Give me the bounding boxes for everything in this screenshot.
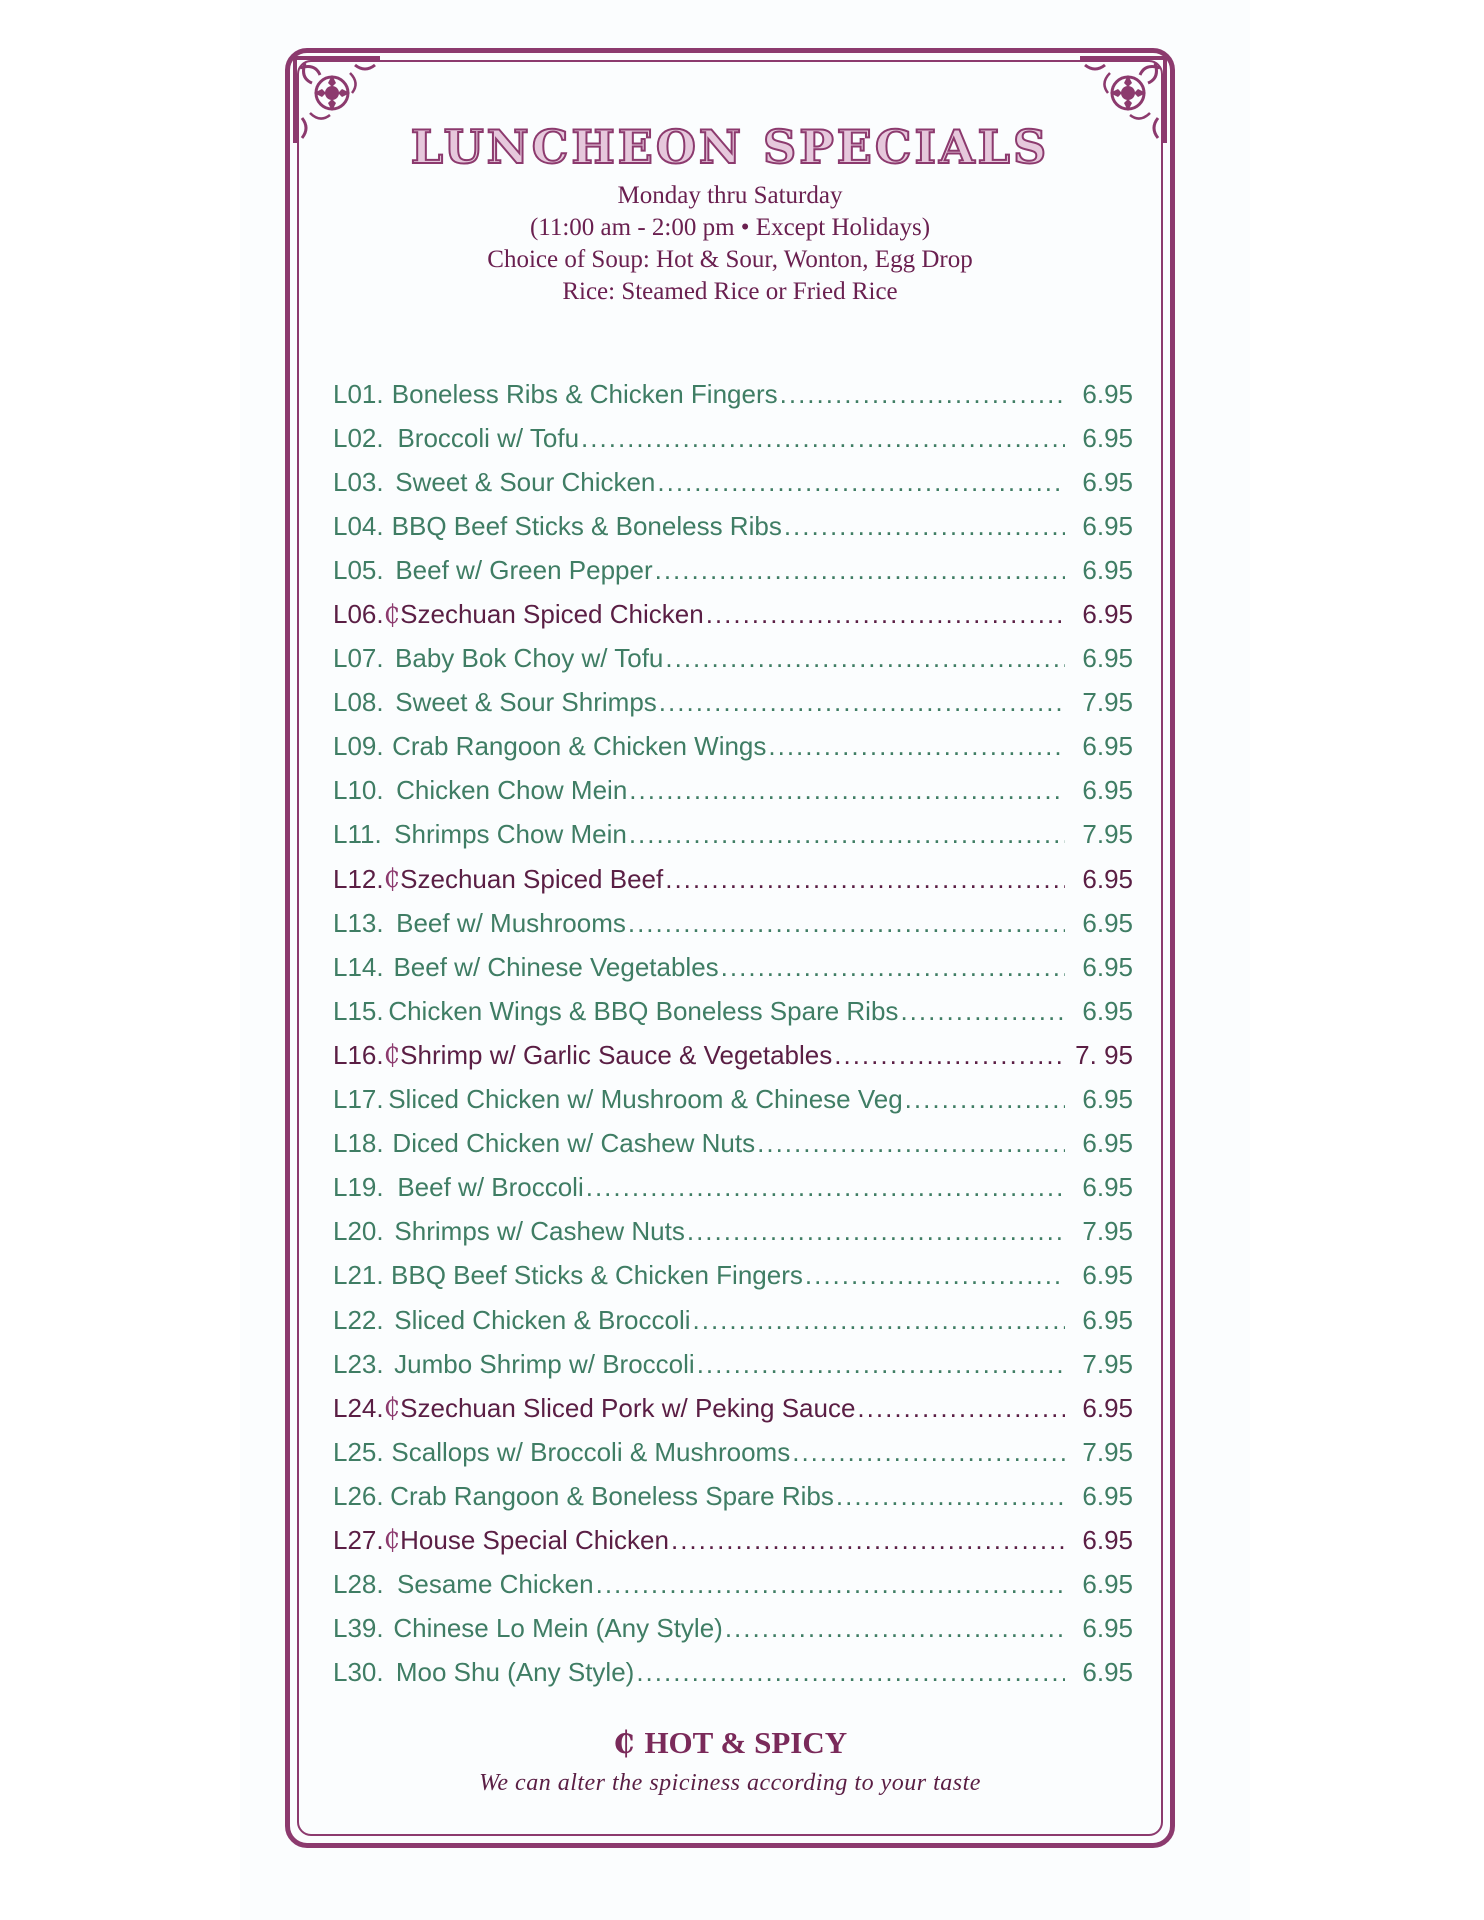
menu-list [333,372,1133,1695]
item-price: 6.95 [1082,1084,1133,1115]
item-price: 6.95 [1082,1480,1133,1511]
item-price: 6.95 [1082,643,1133,674]
item-price: 7.95 [1082,819,1133,850]
dot-leader [706,599,1065,630]
dot-leader [836,1481,1065,1512]
list-item [333,1078,1133,1122]
dot-leader [905,1084,1065,1115]
list-item [333,1122,1133,1166]
dot-leader [655,555,1065,586]
pepper-icon: ₵ [383,1393,401,1424]
item-code: L16. [333,1039,384,1070]
item-name: Beef w/ Green Pepper [395,554,653,585]
item-name: Shrimps w/ Cashew Nuts [394,1216,685,1247]
dot-leader [697,1349,1065,1380]
item-code: L15. [333,995,384,1026]
list-item [333,1386,1133,1430]
item-name: Beef w/ Broccoli [397,1172,584,1203]
dot-leader [805,1260,1065,1291]
item-price: 7.95 [1082,687,1133,718]
item-code: L06. [333,599,384,630]
item-code: L09. [333,731,384,762]
spiciness-note: We can alter the spiciness according to your taste [479,1770,981,1796]
item-code: L08. [333,687,384,718]
pepper-icon: ₵ [383,599,401,630]
item-name: Scallops w/ Broccoli & Mushrooms [391,1436,791,1467]
item-price: 6.95 [1082,951,1133,982]
item-code: L39. [333,1613,384,1644]
item-code: L13. [333,907,384,938]
list-item [333,901,1133,945]
item-code: L26. [333,1480,384,1511]
dot-leader [596,1569,1065,1600]
item-price: 6.95 [1082,510,1133,541]
item-price: 6.95 [1082,995,1133,1026]
dot-leader [768,731,1065,762]
item-code: L17. [333,1084,384,1115]
pepper-icon: ₵ [383,1040,401,1071]
item-price: 6.95 [1082,775,1133,806]
list-item [333,1298,1133,1342]
item-price: 6.95 [1082,1260,1133,1291]
item-code: L28. [333,1569,384,1600]
list-item [333,1607,1133,1651]
dot-leader [780,379,1065,410]
list-item [333,637,1133,681]
item-code: L24. [333,1392,384,1423]
item-name: Broccoli w/ Tofu [397,422,580,453]
days-line: Monday thru Saturday [617,182,843,209]
list-item [333,769,1133,813]
list-item [333,1518,1133,1562]
item-name: Sweet & Sour Shrimps [395,687,657,718]
item-price: 6.95 [1082,1304,1133,1335]
list-item [333,504,1133,548]
item-code: L22. [333,1304,384,1335]
item-price: 6.95 [1082,731,1133,762]
item-price: 6.95 [1082,1524,1133,1555]
item-name: Sliced Chicken w/ Mushroom & Chinese Veg [388,1084,903,1115]
dot-leader [629,775,1065,806]
dot-leader [725,1613,1065,1644]
item-code: L21. [333,1260,384,1291]
page-title: LUNCHEON SPECIALS [410,120,1050,174]
item-name: Shrimps Chow Mein [394,819,627,850]
dot-leader [834,1040,1065,1071]
item-name: Shrimp w/ Garlic Sauce & Vegetables [400,1039,833,1070]
list-item [333,592,1133,636]
item-price: 6.95 [1082,554,1133,585]
list-item [333,1430,1133,1474]
list-item [333,372,1133,416]
item-price: 7. 95 [1075,1039,1133,1070]
item-code: L04. [333,510,384,541]
item-code: L07. [333,643,384,674]
item-price: 6.95 [1082,599,1133,630]
item-price: 6.95 [1082,1613,1133,1644]
dot-leader [629,819,1065,850]
dot-leader [665,864,1065,895]
list-item [333,1563,1133,1607]
pepper-icon: ₵ [383,1525,401,1556]
item-price: 6.95 [1082,1172,1133,1203]
item-code: L27. [333,1524,384,1555]
item-price: 7.95 [1082,1436,1133,1467]
item-price: 6.95 [1082,422,1133,453]
item-name: House Special Chicken [400,1524,669,1555]
dot-leader [628,908,1065,939]
dot-leader [900,996,1065,1027]
item-price: 7.95 [1082,1348,1133,1379]
list-item [333,989,1133,1033]
dot-leader [757,1128,1065,1159]
item-name: Diced Chicken w/ Cashew Nuts [392,1128,756,1159]
list-item [333,416,1133,460]
dot-leader [659,687,1065,718]
item-code: L25. [333,1436,384,1467]
dot-leader [721,952,1065,983]
dot-leader [857,1393,1065,1424]
item-name: Moo Shu (Any Style) [395,1657,635,1688]
item-code: L23. [333,1348,384,1379]
item-price: 6.95 [1082,466,1133,497]
item-name: BBQ Beef Sticks & Chicken Fingers [391,1260,803,1291]
item-price: 6.95 [1082,378,1133,409]
dot-leader [636,1657,1065,1688]
item-name: Beef w/ Mushrooms [396,907,626,938]
item-name: Sliced Chicken & Broccoli [394,1304,691,1335]
item-code: L10. [333,775,384,806]
item-name: Jumbo Shrimp w/ Broccoli [394,1348,695,1379]
item-code: L05. [333,554,384,585]
item-name: BBQ Beef Sticks & Boneless Ribs [391,510,782,541]
item-name: Szechuan Spiced Chicken [400,599,704,630]
item-name: Sweet & Sour Chicken [395,466,656,497]
item-code: L19. [333,1172,384,1203]
item-name: Szechuan Sliced Pork w/ Peking Sauce [400,1392,856,1423]
item-name: Chinese Lo Mein (Any Style) [393,1613,723,1644]
item-code: L01. [333,378,384,409]
rice-line: Rice: Steamed Rice or Fried Rice [562,278,898,305]
dot-leader [671,1525,1065,1556]
item-price: 6.95 [1082,1569,1133,1600]
pepper-icon: ₵ [383,864,401,895]
item-code: L11. [333,819,382,850]
list-item [333,460,1133,504]
item-name: Sesame Chicken [397,1569,594,1600]
item-name: Beef w/ Chinese Vegetables [393,951,719,982]
item-code: L03. [333,466,384,497]
item-price: 6.95 [1082,1657,1133,1688]
list-item [333,1033,1133,1077]
list-item [333,1474,1133,1518]
list-item [333,945,1133,989]
legend-label: HOT & SPICY [644,1725,848,1760]
item-code: L14. [333,951,384,982]
item-name: Boneless Ribs & Chicken Fingers [391,378,778,409]
dot-leader [792,1437,1065,1468]
list-item [333,1254,1133,1298]
item-price: 6.95 [1082,907,1133,938]
dot-leader [665,643,1065,674]
item-price: 6.95 [1082,1128,1133,1159]
item-name: Chicken Wings & BBQ Boneless Spare Ribs [388,995,899,1026]
item-price: 6.95 [1082,1392,1133,1423]
list-item [333,1210,1133,1254]
list-item [333,725,1133,769]
item-name: Baby Bok Choy w/ Tofu [395,643,664,674]
item-price: 6.95 [1082,863,1133,894]
list-item [333,857,1133,901]
item-code: L20. [333,1216,384,1247]
list-item [333,1342,1133,1386]
dot-leader [581,423,1065,454]
item-code: L30. [333,1657,384,1688]
dot-leader [687,1216,1065,1247]
hours-line: (11:00 am - 2:00 pm • Except Holidays) [529,214,931,241]
item-code: L02. [333,422,384,453]
list-item [333,1166,1133,1210]
dot-leader [657,467,1065,498]
list-item [333,681,1133,725]
list-item [333,813,1133,857]
item-code: L12. [333,863,384,894]
item-code: L18. [333,1128,384,1159]
dot-leader [586,1172,1065,1203]
dot-leader [784,511,1065,542]
pepper-icon: ₵ [612,1725,635,1761]
soup-line: Choice of Soup: Hot & Sour, Wonton, Egg Drop [487,246,973,273]
item-name: Chicken Chow Mein [396,775,628,806]
item-name: Crab Rangoon & Boneless Spare Ribs [390,1480,834,1511]
item-name: Szechuan Spiced Beef [400,863,664,894]
item-name: Crab Rangoon & Chicken Wings [392,731,767,762]
item-price: 7.95 [1082,1216,1133,1247]
hot-spicy-legend [360,1725,1100,1761]
list-item [333,548,1133,592]
dot-leader [693,1305,1066,1336]
list-item [333,1651,1133,1695]
